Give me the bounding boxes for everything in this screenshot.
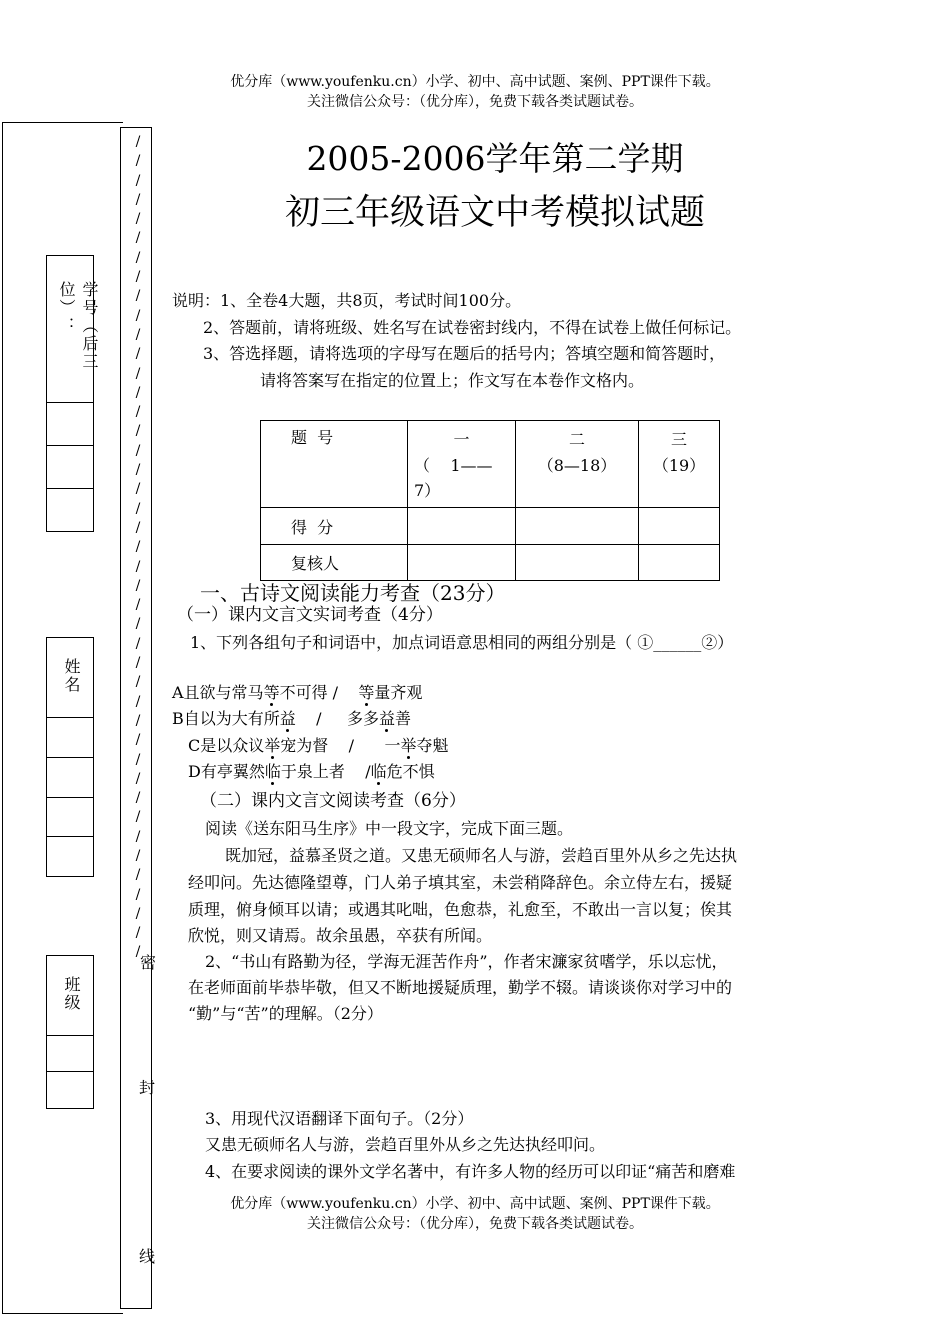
question-4: 4、在要求阅读的课外文学名著中，有许多人物的经历可以印证“痛苦和磨难 <box>205 1162 736 1181</box>
dotted-word: 益 <box>279 709 296 728</box>
class-cell-1[interactable] <box>47 1035 93 1071</box>
name-cell-4[interactable] <box>47 836 93 876</box>
seal-slash: / <box>135 751 141 768</box>
seal-slash: / <box>135 442 141 459</box>
score-cell-3[interactable] <box>639 508 720 545</box>
seal-slash: / <box>135 519 141 536</box>
score-table <box>260 420 720 581</box>
score-col-2-name: 二 <box>568 430 585 449</box>
seal-slash: / <box>135 847 141 864</box>
dotted-word: 举 <box>264 736 281 755</box>
seal-slash: / <box>135 944 141 961</box>
seal-slash: / <box>135 635 141 652</box>
score-col-3-name: 三 <box>670 430 687 449</box>
score-col-2-range: （8—18） <box>537 456 617 475</box>
seal-slash: / <box>135 655 141 672</box>
score-row-text: 得 分 <box>291 517 334 537</box>
seal-slash: / <box>135 134 141 150</box>
dotted-word: 临 <box>264 762 281 781</box>
option-b[interactable]: B自以为大有所益 / 多多益善 <box>172 709 411 728</box>
seal-slash: / <box>135 867 141 884</box>
seal-slash: / <box>135 732 141 749</box>
seal-slash: / <box>135 384 141 401</box>
student-no-box <box>46 255 99 532</box>
review-cell-2[interactable] <box>516 545 639 581</box>
option-c[interactable]: C是以众议举宠为督 / 一举夺魁 <box>188 736 449 755</box>
header-line-1: 优分库（www.youfenku.cn）小学、初中、高中试题、案例、PPT课件下载。 <box>230 74 720 90</box>
score-col-3 <box>639 421 720 508</box>
seal-slash: / <box>135 828 141 845</box>
dotted-word: 举 <box>400 736 417 755</box>
seal-slash: / <box>135 770 141 787</box>
seal-slash: / <box>135 809 141 826</box>
seal-slash: / <box>135 288 141 305</box>
review-cell-1[interactable] <box>408 545 516 581</box>
seal-slash: / <box>135 481 141 498</box>
seal-slash: / <box>135 905 141 922</box>
question-3: 3、用现代汉语翻译下面句子。（2分） <box>205 1109 474 1128</box>
name-cell-1[interactable] <box>47 717 93 757</box>
review-row-text: 复核人 <box>291 554 340 573</box>
score-col-1-range: （ 1——7） <box>414 456 493 500</box>
dotted-word: 等 <box>358 683 375 702</box>
seal-slash: / <box>135 597 141 614</box>
seal-char-feng: 封 <box>139 1078 156 1097</box>
seal-char-xian: 线 <box>139 1247 156 1266</box>
subsection-2-title: （二）课内文言文阅读考查（6分） <box>200 791 466 811</box>
seal-slash: / <box>135 790 141 807</box>
seal-slash: / <box>135 539 141 556</box>
score-row-label <box>261 508 408 545</box>
option-d[interactable]: D有亭翼然临于泉上者 /临危不惧 <box>188 762 435 781</box>
name-box <box>46 637 94 877</box>
seal-slash: / <box>135 230 141 247</box>
question-2-line-1: 2、“书山有路勤为径，学海无涯苦作舟”，作者宋濂家贫嗜学，乐以忘忧， <box>205 952 728 971</box>
seal-slash: / <box>135 211 141 228</box>
name-cell-2[interactable] <box>47 757 93 797</box>
instruction-2: 2、答题前，请将班级、姓名写在试卷密封线内，不得在试卷上做任何标记。 <box>203 318 742 337</box>
seal-slash: / <box>135 153 141 170</box>
score-col-2 <box>516 421 639 508</box>
seal-slash: / <box>135 558 141 575</box>
seal-slash: / <box>135 462 141 479</box>
class-box <box>46 955 94 1109</box>
footer-line-1: 优分库（www.youfenku.cn）小学、初中、高中试题、案例、PPT课件下载。 <box>230 1196 720 1212</box>
page-title: 初三年级语文中考模拟试题 <box>284 193 705 233</box>
seal-slash: / <box>135 191 141 208</box>
review-cell-3[interactable] <box>639 545 720 581</box>
question-1: 1、下列各组句子和词语中，加点词语意思相同的两组分别是（ ①______②） <box>190 633 734 652</box>
score-cell-1[interactable] <box>408 508 516 545</box>
seal-slash: / <box>135 693 141 710</box>
instruction-1: 说明：1、全卷4大题，共8页，考试时间100分。 <box>172 291 522 310</box>
seal-slash: / <box>135 712 141 729</box>
question-2-line-2: 在老师面前毕恭毕敬，但又不断地援疑质理，勤学不辍。请谈谈你对学习中的 <box>188 978 733 997</box>
passage-line-2: 经叩问。先达德隆望尊，门人弟子填其室，未尝稍降辞色。余立侍左右，援疑 <box>188 873 733 892</box>
class-cell-2[interactable] <box>47 1071 93 1108</box>
class-label: 班级 <box>62 976 81 1012</box>
seal-slash: / <box>135 346 141 363</box>
score-table-header <box>261 421 408 508</box>
reading-intro: 阅读《送东阳马生序》中一段文字，完成下面三题。 <box>205 819 574 838</box>
score-col-1 <box>408 421 516 508</box>
score-cell-2[interactable] <box>516 508 639 545</box>
score-table-header-label: 题 号 <box>291 428 334 447</box>
seal-slash: / <box>135 249 141 266</box>
score-col-3-range: （19） <box>652 456 706 475</box>
review-row-label <box>261 545 408 581</box>
student-no-cell-1[interactable] <box>47 402 93 445</box>
student-no-label: 学号（后三位）： <box>57 281 99 371</box>
seal-slash: / <box>135 269 141 286</box>
instruction-3: 3、答选择题，请将选项的字母写在题后的括号内；答填空题和简答题时， <box>203 344 726 363</box>
header-line-2: 关注微信公众号：（优分库），免费下载各类试题试卷。 <box>307 94 643 110</box>
seal-slash: / <box>135 172 141 189</box>
seal-slash: / <box>135 365 141 382</box>
instruction-4: 请将答案写在指定的位置上；作文写在本卷作文格内。 <box>260 371 645 390</box>
seal-char-mi: 密 <box>140 953 157 972</box>
seal-slash: / <box>135 674 141 691</box>
dotted-word: 益 <box>378 709 395 728</box>
seal-slash: / <box>135 886 141 903</box>
seal-slash: / <box>135 500 141 517</box>
dotted-word: 临 <box>370 762 387 781</box>
passage-line-3: 质理，俯身倾耳以请；或遇其叱咄，色愈恭，礼愈至，不敢出一言以复；俟其 <box>188 900 733 919</box>
footer-line-2: 关注微信公众号：（优分库），免费下载各类试题试卷。 <box>307 1216 643 1232</box>
option-a[interactable]: A且欲与常马等不可得 / 等量齐观 <box>172 683 423 702</box>
subsection-1-title: （一）课内文言文实词考查（4分） <box>177 605 443 625</box>
student-no-cell-2[interactable] <box>47 445 93 488</box>
passage-line-1: 既加冠，益慕圣贤之道。又患无硕师名人与游，尝趋百里外从乡之先达执 <box>225 846 738 865</box>
seal-slash-column <box>132 133 144 963</box>
seal-slash: / <box>135 326 141 343</box>
seal-slash: / <box>135 577 141 594</box>
student-no-cell-3[interactable] <box>47 488 93 531</box>
seal-slash: / <box>135 404 141 421</box>
answer-area-q2[interactable] <box>188 1028 798 1103</box>
seal-slash: / <box>135 423 141 440</box>
question-3-text: 又患无硕师名人与游，尝趋百里外从乡之先达执经叩问。 <box>205 1135 606 1154</box>
seal-slash: / <box>135 307 141 324</box>
name-cell-3[interactable] <box>47 797 93 837</box>
seal-slash: / <box>135 616 141 633</box>
name-label: 姓名 <box>62 658 81 694</box>
score-col-1-name: 一 <box>453 430 470 449</box>
dotted-word: 等 <box>263 683 280 702</box>
section-1-title: 一、古诗文阅读能力考查（23分） <box>200 581 506 605</box>
seal-slash: / <box>135 925 141 942</box>
title-line-1: 2005-2006学年第二学期 <box>306 139 684 178</box>
question-2-line-3: “勤”与“苦”的理解。（2分） <box>188 1004 383 1023</box>
passage-line-4: 欣悦，则又请焉。故余虽愚，卒获有所闻。 <box>188 926 493 945</box>
